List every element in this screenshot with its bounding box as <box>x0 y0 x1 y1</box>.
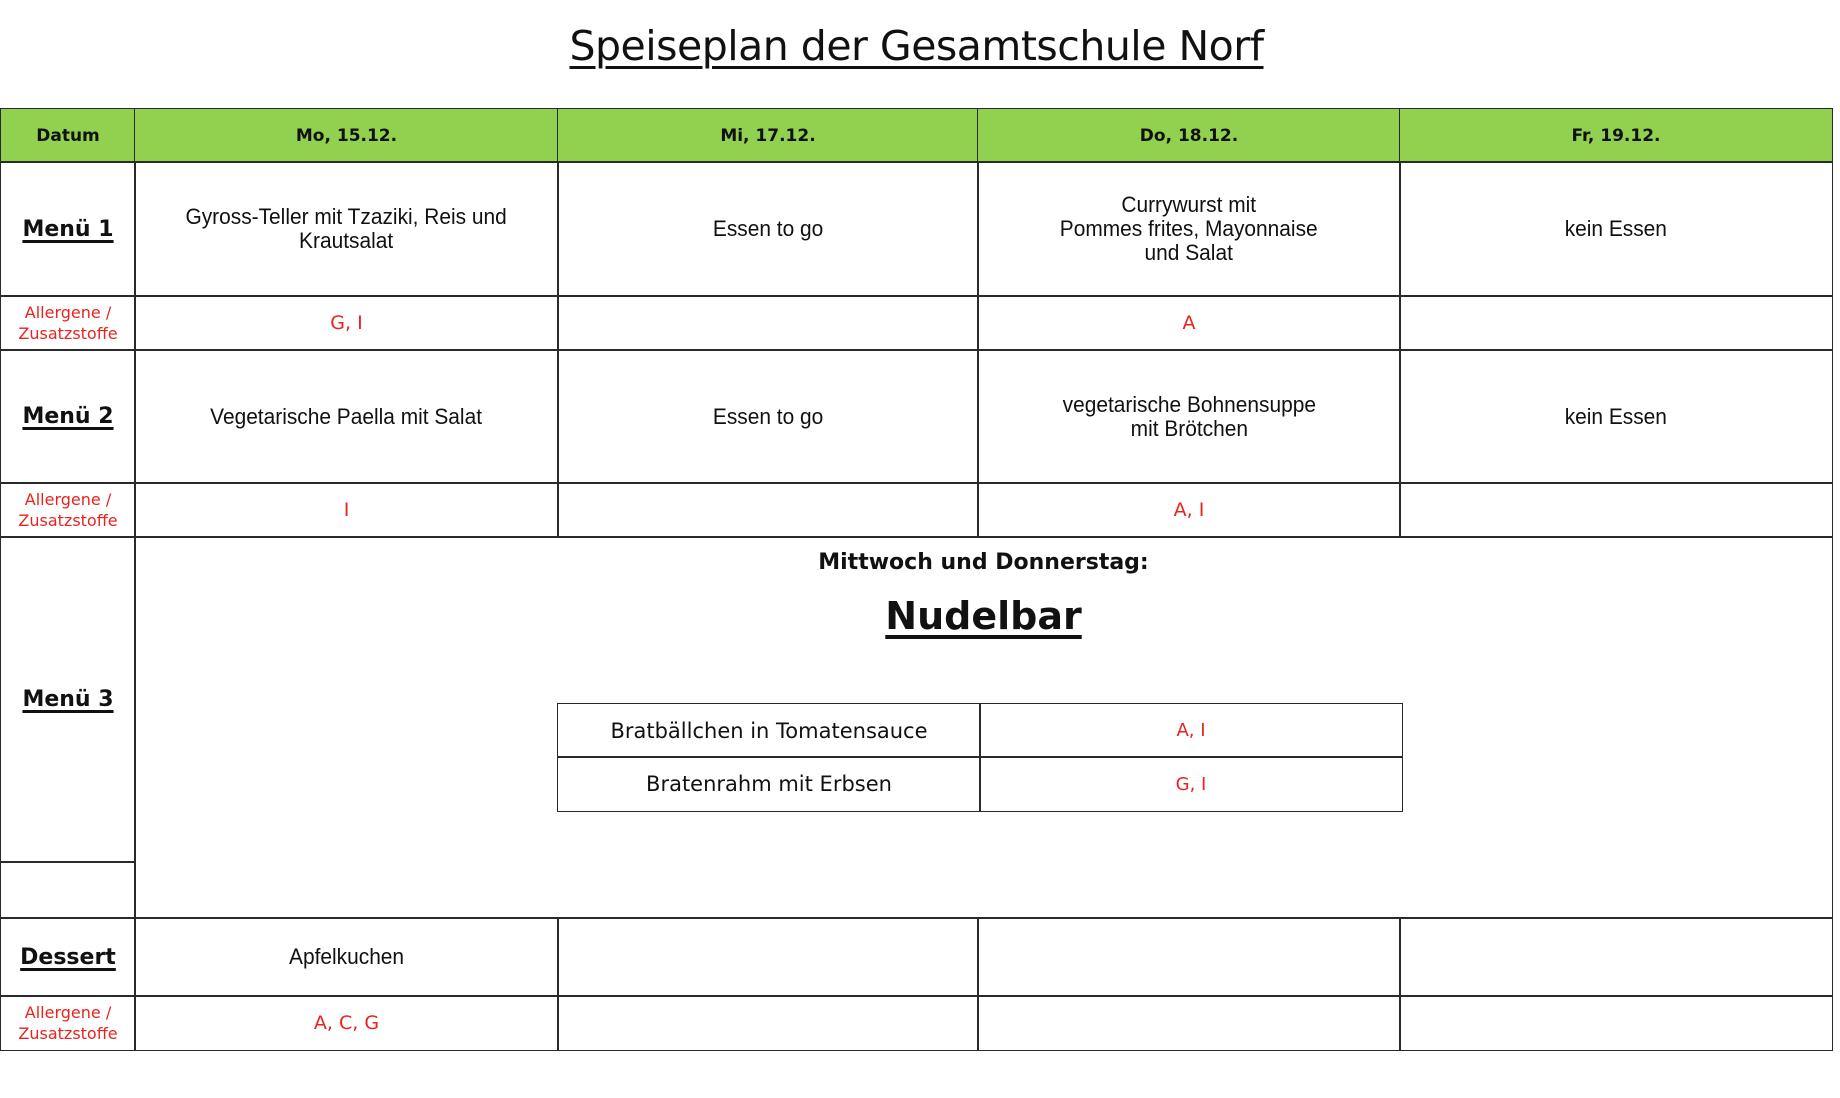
nudelbar-item-allergens <box>979 703 1403 758</box>
menu2-mi-allergens <box>557 482 979 538</box>
row-label-menu1 <box>0 161 136 297</box>
header-day-mi: Mi, 17.12. <box>557 108 979 163</box>
menu1-do-dish <box>1060 193 1318 265</box>
menu2-fr-dish: kein Essen <box>1564 403 1668 429</box>
menu2-label: Menü 2 <box>22 404 114 429</box>
header-day-fr: Fr, 19.12. <box>1399 108 1833 163</box>
menu1-label: Menü 1 <box>22 216 114 242</box>
page-title: Speiseplan der Gesamtschule Norf <box>569 22 1264 70</box>
allergen-label-menu1 <box>0 295 136 351</box>
menu1-fr-allergens <box>1399 295 1833 351</box>
menu2-do-dish <box>1062 393 1315 441</box>
allergen-label-line: Allergene / <box>24 303 112 322</box>
dessert-mi-cell <box>557 917 979 997</box>
menu1-mi-dish: Essen to go <box>712 216 824 241</box>
dish-line: Pommes frites, Mayonnaise <box>1060 216 1318 241</box>
nudelbar-dish-text: Bratbällchen in Tomatensauce <box>610 718 928 743</box>
dessert-mo-allergens: A, C, G <box>134 995 559 1051</box>
menu2-fr-cell <box>1399 349 1833 484</box>
allergen-label-menu2 <box>0 482 136 538</box>
nudelbar-note: Mittwoch und Donnerstag: <box>818 550 1149 575</box>
menu1-mi-cell <box>557 161 979 297</box>
menu1-do-cell <box>977 161 1401 297</box>
allergen-label-line: Zusatzstoffe <box>18 511 118 530</box>
dish-line: vegetarische Bohnensuppe <box>1062 391 1316 417</box>
allergen-label-line: Allergene / <box>24 490 112 509</box>
menu3-label: Menü 3 <box>22 687 114 712</box>
dessert-mi-allergens <box>557 995 979 1051</box>
header-datum: Datum <box>0 108 136 163</box>
menu2-mo-dish: Vegetarische Paella mit Salat <box>210 403 483 429</box>
nudelbar-allergen-text: G, I <box>1175 773 1207 795</box>
menu3-label-empty-cell <box>0 861 136 919</box>
header-day-mo: Mo, 15.12. <box>134 108 559 163</box>
allergen-label-line: Zusatzstoffe <box>18 1024 118 1043</box>
menu2-do-allergens: A, I <box>977 482 1401 538</box>
row-label-menu3 <box>0 536 136 863</box>
menu1-do-allergens: A <box>977 295 1401 351</box>
nudelbar-item-allergens <box>979 756 1403 812</box>
nudelbar-allergen-text: A, I <box>1176 720 1206 741</box>
dessert-fr-cell <box>1399 917 1833 997</box>
menu1-mo-cell <box>134 161 559 297</box>
dessert-do-cell <box>977 917 1401 997</box>
dish-line: Krautsalat <box>299 228 394 253</box>
nudelbar-dish-text: Bratenrahm mit Erbsen <box>646 772 892 796</box>
menu2-do-cell <box>977 349 1401 484</box>
nudelbar-item-dish <box>557 703 981 758</box>
allergen-label-line: Allergene / <box>24 1003 112 1022</box>
menu2-mo-allergens: I <box>134 482 559 538</box>
nudelbar-item-dish <box>557 756 981 812</box>
menu1-fr-dish: kein Essen <box>1564 216 1668 241</box>
menu2-mi-cell <box>557 349 979 484</box>
dessert-mo-cell <box>134 917 559 997</box>
row-label-dessert <box>0 917 136 997</box>
dish-line: Gyross-Teller mit Tzaziki, Reis und <box>185 204 508 229</box>
dessert-fr-allergens <box>1399 995 1833 1051</box>
allergen-label-line: Zusatzstoffe <box>18 324 118 343</box>
menu2-mi-dish: Essen to go <box>712 403 824 429</box>
menu1-mi-allergens <box>557 295 979 351</box>
row-label-menu2 <box>0 349 136 484</box>
dish-line: mit Brötchen <box>1130 415 1248 441</box>
header-day-do: Do, 18.12. <box>977 108 1401 163</box>
menu1-fr-cell <box>1399 161 1833 297</box>
menu1-mo-allergens: G, I <box>134 295 559 351</box>
menu2-mo-cell <box>134 349 559 484</box>
allergen-label-dessert <box>0 995 136 1051</box>
dish-line: Currywurst mit <box>1121 192 1257 217</box>
nudelbar-title: Nudelbar <box>885 594 1082 638</box>
dish-line: und Salat <box>1144 240 1234 265</box>
dessert-do-allergens <box>977 995 1401 1051</box>
menu1-mo-dish <box>186 205 507 253</box>
dessert-mo-dish: Apfelkuchen <box>288 944 405 969</box>
menu2-fr-allergens <box>1399 482 1833 538</box>
dessert-label: Dessert <box>20 944 116 970</box>
